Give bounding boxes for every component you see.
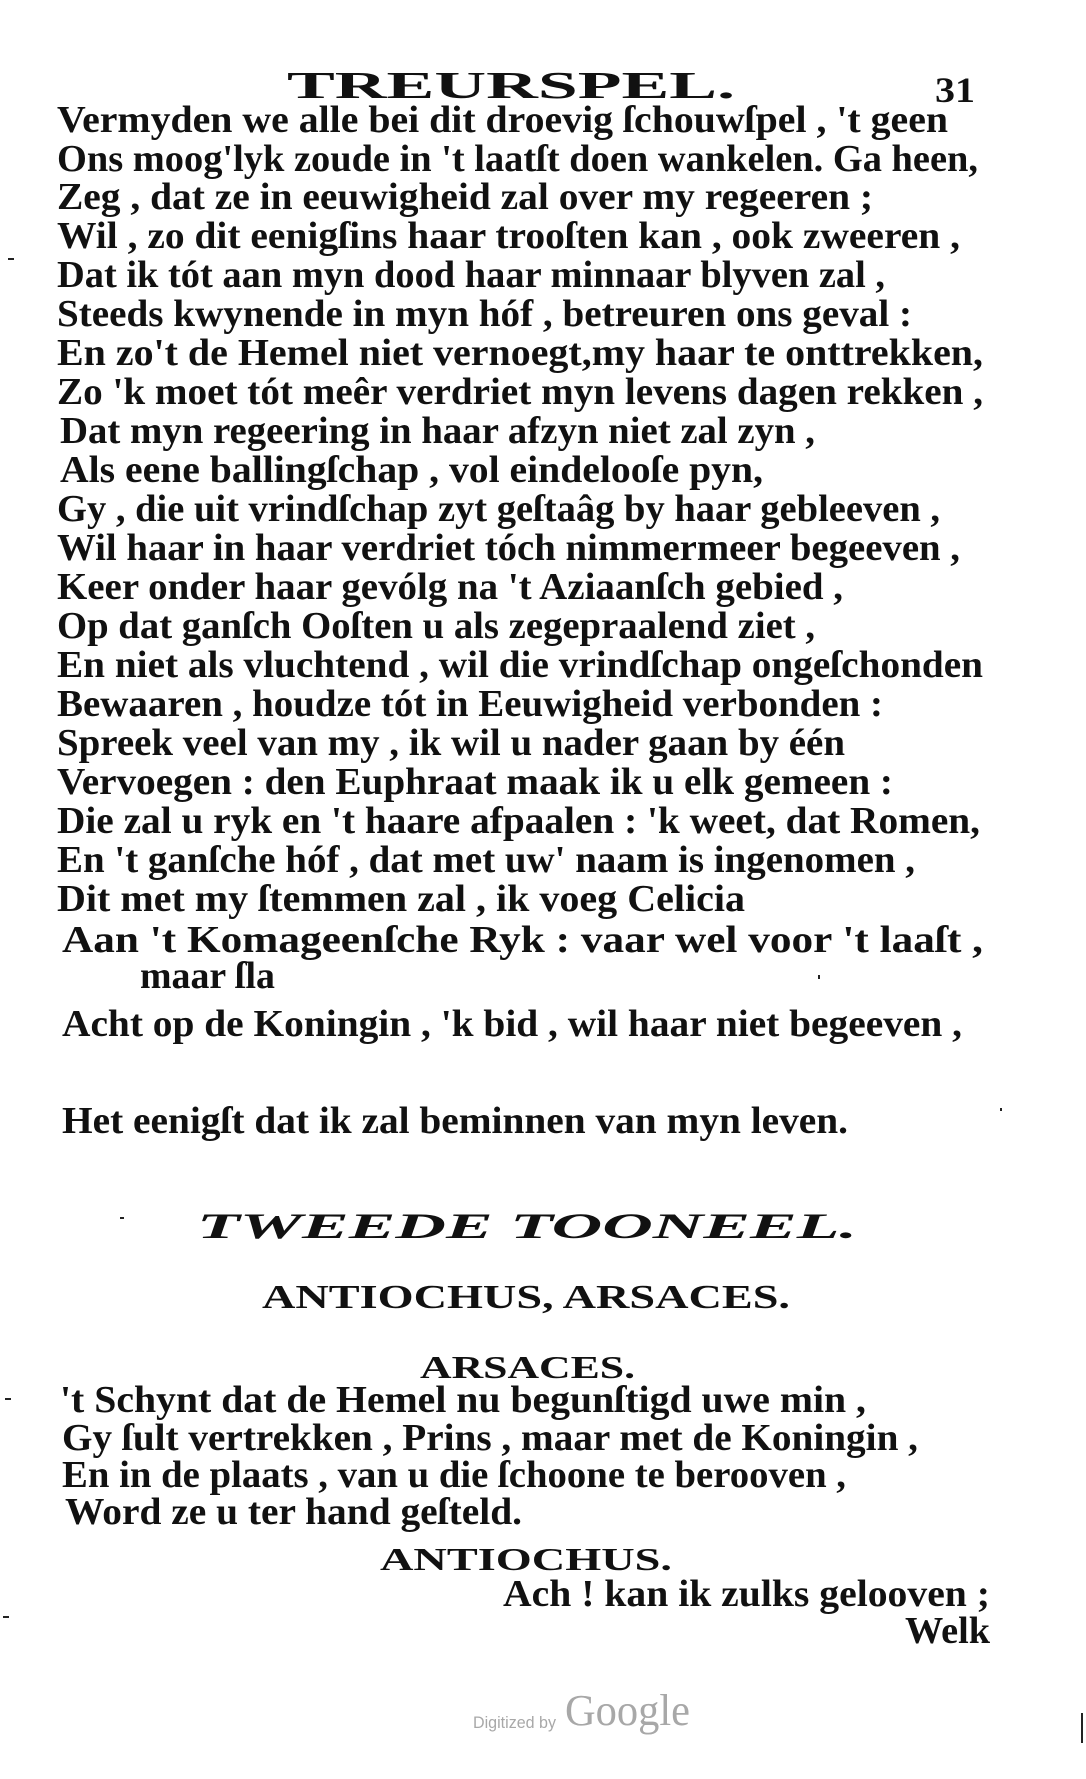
speck-mark: [1000, 1108, 1002, 1111]
digitized-by-google-watermark: [473, 1686, 690, 1735]
speech-line: Gy ſult vertrekken , Prins , maar met de Koningin ,: [62, 1417, 919, 1459]
verse-line: Bewaaren , houdze tót in Eeuwigheid verbonden :: [57, 683, 883, 725]
speech-line: En in de plaats , van u die ſchoone te berooven ,: [62, 1454, 847, 1496]
verse-line: Spreek veel van my , ik wil u nader gaan by één: [57, 722, 845, 764]
verse-line: Gy , die uit vrindſchap zyt geſtaâg by haar gebleeven ,: [57, 488, 940, 530]
verse-line: Dat ik tót aan myn dood haar minnaar blyven zal ,: [57, 254, 885, 296]
speech-arsaces: [60, 1349, 918, 1533]
speck-mark: [5, 1398, 11, 1400]
verse-line: Vermyden we alle bei dit droevig ſchouwſpel , 't geen: [57, 99, 948, 141]
edge-line: [1081, 1713, 1083, 1743]
verse-line: Zeg , dat ze in eeuwigheid zal over my regeeren ;: [57, 176, 873, 218]
watermark-brand: Google: [565, 1686, 690, 1735]
verse-line: Wil , zo dit eenigſins haar trooſten kan , ook zweeren ,: [57, 215, 961, 257]
verse-line-continuation: maar ſla: [140, 955, 275, 997]
verse-line: Op dat ganſch Ooſten u als zegepraalend ziet ,: [57, 605, 815, 647]
verse-line: Keer onder haar gevólg na 't Aziaanſch gebied ,: [57, 566, 843, 608]
speaker-name: ARSACES.: [420, 1349, 635, 1385]
verse-line: Dat myn regeering in haar afzyn niet zal zyn ,: [60, 410, 815, 452]
verse-line: Zo 'k moet tót meêr verdriet myn levens dagen rekken ,: [57, 371, 983, 413]
scene-persons: ANTIOCHUS, ARSACES.: [262, 1279, 790, 1316]
verse-line: Aan 't Komageenſche Ryk : vaar wel voor 't laaſt ,: [62, 919, 983, 961]
speck-mark: [3, 1616, 9, 1618]
speck-mark: [120, 1217, 124, 1219]
verse-line: En niet als vluchtend , wil die vrindſchap ongeſchonden: [57, 644, 983, 686]
verse-line: En 't ganſche hóf , dat met uw' naam is ingenomen ,: [57, 839, 915, 881]
verse-passage: [57, 99, 983, 1142]
verse-line: Als eene ballingſchap , vol eindelooſe pyn,: [60, 449, 763, 491]
speech-line: 't Schynt dat de Hemel nu begunſtigd uwe min ,: [60, 1379, 866, 1421]
speech-antiochus: [380, 1541, 991, 1652]
verse-line: Ons moog'lyk zoude in 't laatſt doen wankelen. Ga heen,: [57, 138, 978, 180]
verse-line: Acht op de Koningin , 'k bid , wil haar niet begeeven ,: [62, 1003, 963, 1045]
speck-mark: [818, 975, 820, 979]
page-number: 31: [935, 70, 975, 110]
verse-line: Vervoegen : den Euphraat maak ik u elk gemeen :: [57, 761, 893, 803]
verse-line: Steeds kwynende in myn hóf , betreuren ons geval :: [57, 293, 912, 335]
speaker-name: ANTIOCHUS.: [380, 1541, 672, 1577]
verse-line: Die zal u ryk en 't haare afpaalen : 'k weet, dat Romen,: [57, 800, 980, 842]
scene-title: TWEEDE TOONEEL.: [197, 1206, 857, 1246]
speech-line: Ach ! kan ik zulks gelooven ;: [503, 1573, 990, 1615]
verse-line: Dit met my ſtemmen zal , ik voeg Celicia: [57, 878, 745, 920]
watermark-prefix: Digitized by: [473, 1713, 557, 1732]
running-head: TREURSPEL.: [287, 65, 735, 107]
verse-line: Wil haar in haar verdriet tóch nimmermeer begeeven ,: [57, 527, 960, 569]
verse-line: Het eenigſt dat ik zal beminnen van myn leven.: [62, 1100, 849, 1142]
speck-mark: [8, 258, 14, 260]
speech-line: Word ze u ter hand geſteld.: [65, 1491, 522, 1533]
verse-line: En zo't de Hemel niet vernoegt,my haar te onttrekken,: [57, 332, 983, 374]
catchword: Welk: [905, 1610, 991, 1652]
